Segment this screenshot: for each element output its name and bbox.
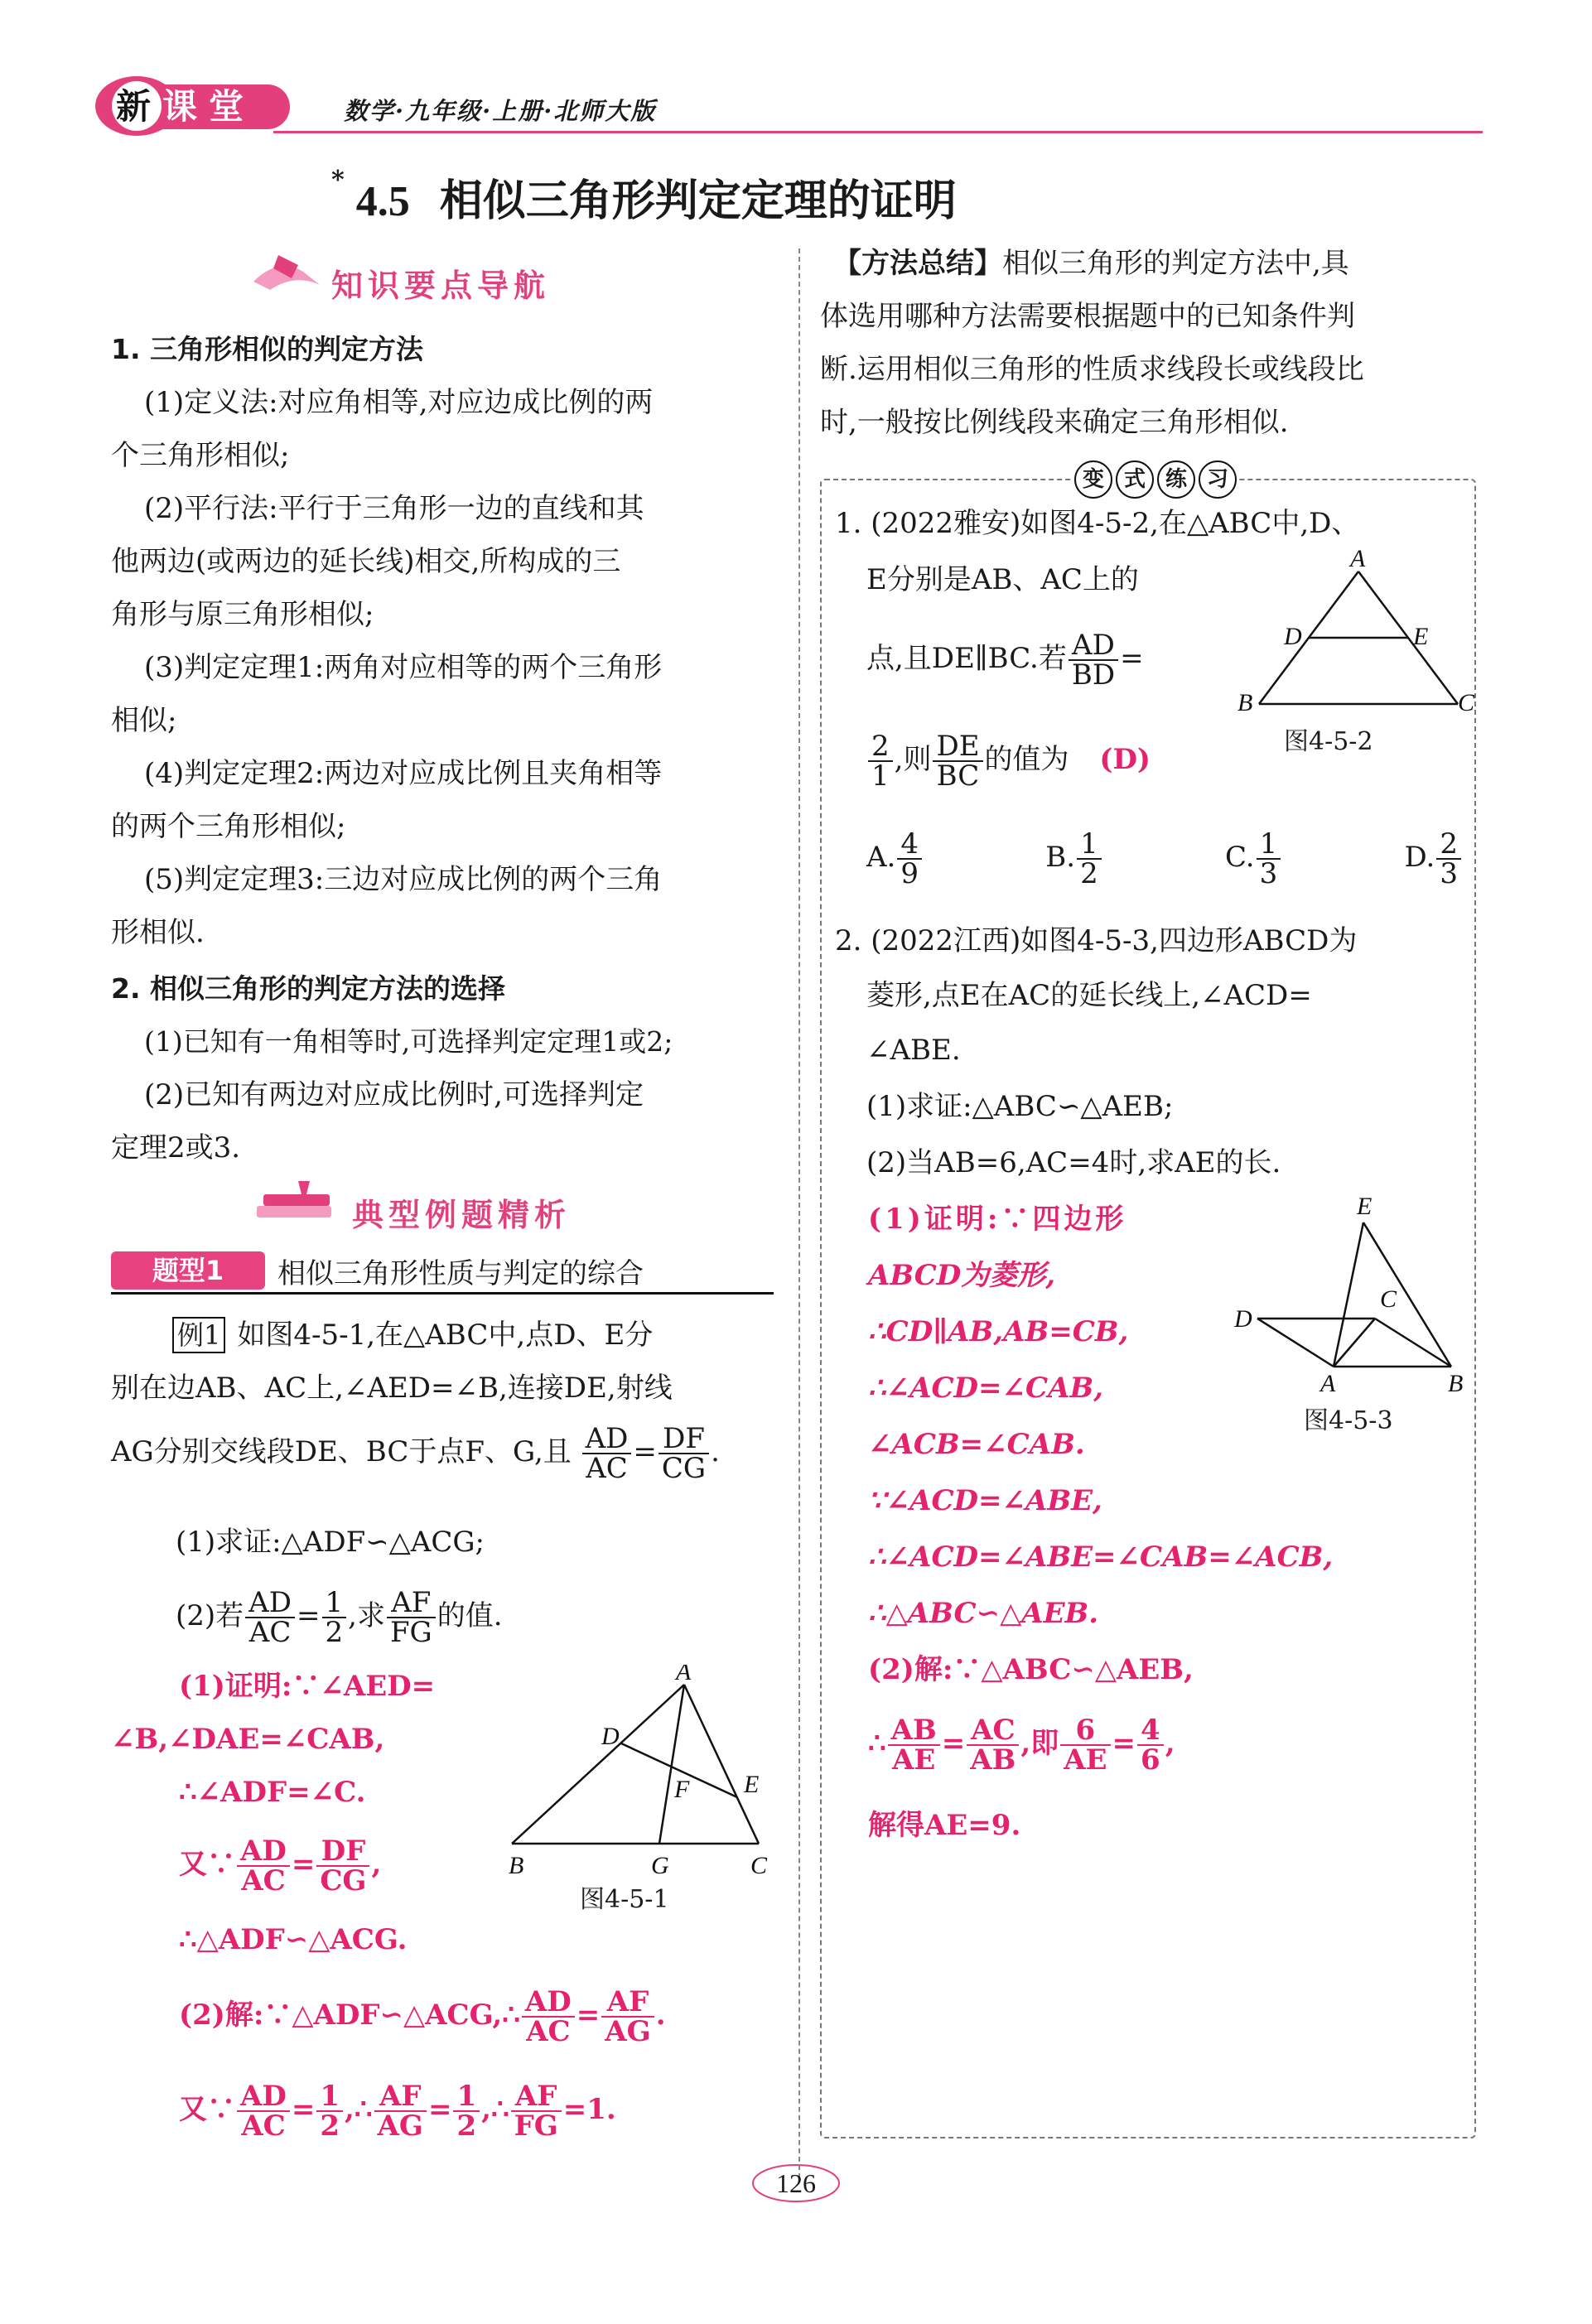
method-summary-line: 体选用哪种方法需要根据题中的已知条件判 <box>820 300 1355 333</box>
practice-q1-line: E分别是AB、AC上的 <box>866 563 1139 596</box>
method-summary-line: 断.运用相似三角形的性质求线段长或线段比 <box>820 353 1364 386</box>
label-B: B <box>509 1852 524 1879</box>
fraction: $\frac{1}{2}$ <box>322 1589 347 1647</box>
figure-4-5-1-caption: 图4-5-1 <box>580 1885 669 1914</box>
book-icon <box>245 248 328 295</box>
practice-badge <box>1073 460 1238 497</box>
option-b[interactable]: B. $\frac{1}{2}$ <box>1045 820 1102 894</box>
fraction: $\frac{AD}{AC}$ <box>522 1988 575 2046</box>
fraction: $\frac{AF}{FG}$ <box>387 1589 436 1647</box>
label-B: B <box>1237 689 1253 716</box>
badge-char: 式 <box>1116 460 1154 499</box>
knowledge-line: (4)判定定理2:两边对应成比例且夹角相等 <box>144 757 663 790</box>
fraction: $\frac{DF}{CG}$ <box>316 1837 369 1895</box>
figure-4-5-3-caption: 图4-5-3 <box>1304 1406 1393 1435</box>
fraction: $\frac{1}{2}$ <box>453 2082 480 2140</box>
knowledge-line: (5)判定定理3:三边对应成比例的两个三角 <box>144 863 663 896</box>
badge-char: 习 <box>1199 460 1237 499</box>
option-d[interactable]: D. $\frac{2}{3}$ <box>1404 820 1463 894</box>
equals: = <box>633 1435 657 1468</box>
practice-solution-line: ∴CD∥AB,AB=CB, <box>868 1315 1129 1348</box>
figure-4-5-1 <box>497 1665 779 1905</box>
example-line-3: AG分别交线段DE、BC于点F、G,且 $\frac{AD}{AC}$ = $\frac{DF}{CG}$ . <box>111 1422 720 1485</box>
solution-line: (1)证明:∵∠AED= <box>179 1670 436 1703</box>
fraction: $\frac{4}{6}$ <box>1137 1716 1164 1774</box>
fraction: $\frac{AF}{AG}$ <box>374 2082 427 2140</box>
fraction: $\frac{AC}{AB}$ <box>967 1716 1019 1774</box>
practice-q1-options <box>866 820 1463 894</box>
figure-4-5-2 <box>1234 547 1474 721</box>
examples-heading: 典型例题精析 <box>352 1197 572 1233</box>
solution-line: ∠B,∠DAE=∠CAB, <box>111 1723 385 1756</box>
solution-line: (2)解:∵△ADF∽△ACG,∴ $\frac{AD}{AC}$ = $\frac{AF}{AG}$ . <box>179 1985 666 2048</box>
solution-line: 又∵ $\frac{AD}{AC}$ = $\frac{DF}{CG}$ , <box>179 1835 382 1897</box>
figure-4-5-2-caption: 图4-5-2 <box>1284 727 1373 756</box>
knowledge-line: 相似; <box>111 704 177 737</box>
knowledge-item1-title: 1. 三角形相似的判定方法 <box>111 333 423 365</box>
diag-AC <box>1334 1319 1375 1367</box>
edge-AC <box>684 1685 759 1844</box>
example-text: 的值. <box>437 1599 503 1632</box>
label-D: D <box>601 1723 620 1750</box>
label-F: F <box>674 1776 690 1803</box>
fraction: $\frac{AD}{AC}$ <box>582 1425 632 1483</box>
practice-q1-line: 点,且DE∥BC.若 $\frac{AD}{BD}$ = <box>866 629 1144 692</box>
practice-solution-line: ∵∠ACD=∠ABE, <box>868 1484 1102 1517</box>
method-summary-line: 时,一般按比例线段来确定三角形相似. <box>820 406 1289 439</box>
fraction: $\frac{AD}{AC}$ <box>237 1837 290 1895</box>
label-C: C <box>1380 1285 1397 1313</box>
header-subtitle: 数学·九年级·上册·北师大版 <box>344 97 657 125</box>
solution-line: ∴△ADF∽△ACG. <box>179 1923 408 1956</box>
practice-solution-line: (1)证明:∵四边形 <box>868 1203 1127 1236</box>
ray-AG <box>659 1685 684 1844</box>
practice-q2-line: 菱形,点E在AC的延长线上,∠ACD= <box>866 979 1312 1012</box>
knowledge-line: (1)定义法:对应角相等,对应边成比例的两 <box>144 386 654 419</box>
practice-q2-line: (2)当AB=6,AC=4时,求AE的长. <box>866 1146 1281 1179</box>
practice-solution-line: (2)解:∵△ABC∽△AEB, <box>868 1653 1194 1686</box>
knowledge-line: 定理2或3. <box>111 1131 241 1164</box>
question-type-title: 相似三角形性质与判定的综合 <box>277 1257 644 1290</box>
example-q2 <box>176 1579 503 1653</box>
practice-solution-line: ABCD为菱形, <box>868 1259 1056 1292</box>
knowledge-line: (2)已知有两边对应成比例时,可选择判定 <box>144 1078 644 1111</box>
practice-q2-line: (1)求证:△ABC∽△AEB; <box>866 1090 1174 1123</box>
logo-char-1: 新 <box>116 86 163 127</box>
example-q1: (1)求证:△ADF∽△ACG; <box>176 1526 485 1559</box>
practice-solution-line: ∴△ABC∽△AEB. <box>868 1597 1099 1630</box>
knowledge-line: 个三角形相似; <box>111 439 290 472</box>
example-text: ,求 <box>348 1599 385 1632</box>
practice-q2-line: 2. (2022江西)如图4-5-3,四边形ABCD为 <box>835 924 1358 957</box>
example-line-2: 别在边AB、AC上,∠AED=∠B,连接DE,射线 <box>111 1372 673 1405</box>
column-divider <box>798 248 800 2178</box>
logo-char-rest: 课堂 <box>162 86 256 127</box>
knowledge-line: 的两个三角形相似; <box>111 810 346 843</box>
practice-solution-line: ∴ $\frac{AB}{AE}$ = $\frac{AC}{AB}$ ,即 $\frac{6}{AE}$ = $\frac{4}{6}$ , <box>868 1714 1175 1777</box>
practice-solution-line: ∴∠ACD=∠ABE=∠CAB=∠ACB, <box>868 1540 1334 1574</box>
fraction: $\frac{DF}{CG}$ <box>659 1425 709 1483</box>
edge-EB <box>1363 1222 1451 1367</box>
example-text: (2)若 <box>176 1599 244 1632</box>
label-E: E <box>744 1771 760 1798</box>
fraction: $\frac{AD}{AC}$ <box>237 2082 290 2140</box>
practice-solution-line: ∴∠ACD=∠CAB, <box>868 1372 1104 1405</box>
knowledge-item2-title: 2. 相似三角形的判定方法的选择 <box>111 972 505 1005</box>
practice-q1-line: 1. (2022雅安)如图4-5-2,在△ABC中,D、 <box>835 507 1360 540</box>
example-line-1 <box>172 1309 653 1362</box>
knowledge-item1-list <box>111 376 662 959</box>
fraction: $\frac{AF}{AG}$ <box>601 1988 654 2046</box>
fraction: $\frac{6}{AE}$ <box>1060 1716 1110 1774</box>
question-type-tag: 题型1 <box>111 1251 265 1290</box>
label-C: C <box>1458 689 1474 716</box>
label-G: G <box>651 1852 669 1879</box>
practice-q1-line: $\frac{2}{1}$ ,则 $\frac{DE}{BC}$ 的值为 (D) <box>866 722 1151 797</box>
solution-line: ∴∠ADF=∠C. <box>179 1776 366 1809</box>
option-a[interactable]: A. $\frac{4}{9}$ <box>866 820 924 894</box>
label-D: D <box>1284 623 1302 650</box>
title-number: 4.5 <box>355 178 410 225</box>
knowledge-line: (1)已知有一角相等时,可选择判定定理1或2; <box>144 1025 673 1058</box>
example-text: 如图4-5-1,在△ABC中,点D、E分 <box>237 1319 654 1352</box>
practice-solution-line: ∠ACB=∠CAB. <box>868 1428 1085 1461</box>
practice-q2-line: ∠ABE. <box>866 1034 961 1067</box>
question-type-underline <box>111 1292 774 1295</box>
solution-line: 又∵ $\frac{AD}{AC}$ = $\frac{1}{2}$ ,∴ $\frac{AF}{AG}$ = $\frac{1}{2}$ ,∴ $\frac{AF}{FG}$ =1. <box>179 2080 616 2143</box>
knowledge-line: 角形与原三角形相似; <box>111 598 374 631</box>
title-text: 相似三角形判定定理的证明 <box>439 176 957 226</box>
page-number: 126 <box>776 2168 816 2198</box>
badge-char: 变 <box>1074 460 1112 499</box>
label-B: B <box>1448 1370 1464 1397</box>
page-title <box>331 166 957 228</box>
fraction: $\frac{AD}{BD}$ <box>1069 631 1118 689</box>
knowledge-item2-list <box>111 1015 673 1174</box>
example-text: AG分别交线段DE、BC于点F、G,且 <box>111 1435 572 1468</box>
figure-4-5-3 <box>1234 1193 1474 1400</box>
label-E: E <box>1413 623 1429 650</box>
title-star: * <box>331 166 345 195</box>
fraction: $\frac{2}{1}$ <box>868 732 893 790</box>
header-rule <box>273 131 1483 133</box>
knowledge-line: (2)平行法:平行于三角形一边的直线和其 <box>144 492 644 525</box>
fraction: $\frac{AB}{AE}$ <box>888 1716 940 1774</box>
practice-solution-line: 解得AE=9. <box>868 1809 1021 1842</box>
practice-q1-answer: (D) <box>1099 743 1151 776</box>
edge-CB <box>1375 1319 1451 1367</box>
method-summary-label: 【方法总结】 <box>833 247 1002 280</box>
fraction: $\frac{1}{2}$ <box>316 2082 343 2140</box>
label-C: C <box>750 1852 768 1879</box>
fraction: $\frac{AF}{FG}$ <box>511 2082 562 2140</box>
method-summary-text: 相似三角形的判定方法中,具 <box>1002 247 1349 280</box>
fraction: $\frac{AD}{AC}$ <box>245 1589 295 1647</box>
method-summary-line-1 <box>833 237 1349 290</box>
label-D: D <box>1234 1305 1252 1333</box>
knowledge-line: (3)判定定理1:两角对应相等的两个三角形 <box>144 651 663 684</box>
label-A: A <box>676 1665 692 1685</box>
label-E: E <box>1357 1193 1372 1220</box>
edge-EA <box>1334 1222 1363 1367</box>
label-A: A <box>1350 547 1366 572</box>
fraction: $\frac{DE}{BC}$ <box>933 732 982 790</box>
books-icon <box>248 1178 348 1227</box>
edge-AB <box>512 1685 684 1844</box>
edge-DA <box>1257 1319 1334 1367</box>
example-label: 例1 <box>172 1317 225 1353</box>
equals: = <box>297 1599 321 1632</box>
knowledge-line: 他两边(或两边的延长线)相交,所构成的三 <box>111 545 621 578</box>
label-A: A <box>1320 1370 1336 1397</box>
option-c[interactable]: C. $\frac{1}{3}$ <box>1225 820 1282 894</box>
knowledge-heading: 知识要点导航 <box>331 268 551 304</box>
logo-text <box>116 80 255 129</box>
badge-char: 练 <box>1157 460 1195 499</box>
knowledge-line: 形相似. <box>111 916 205 949</box>
